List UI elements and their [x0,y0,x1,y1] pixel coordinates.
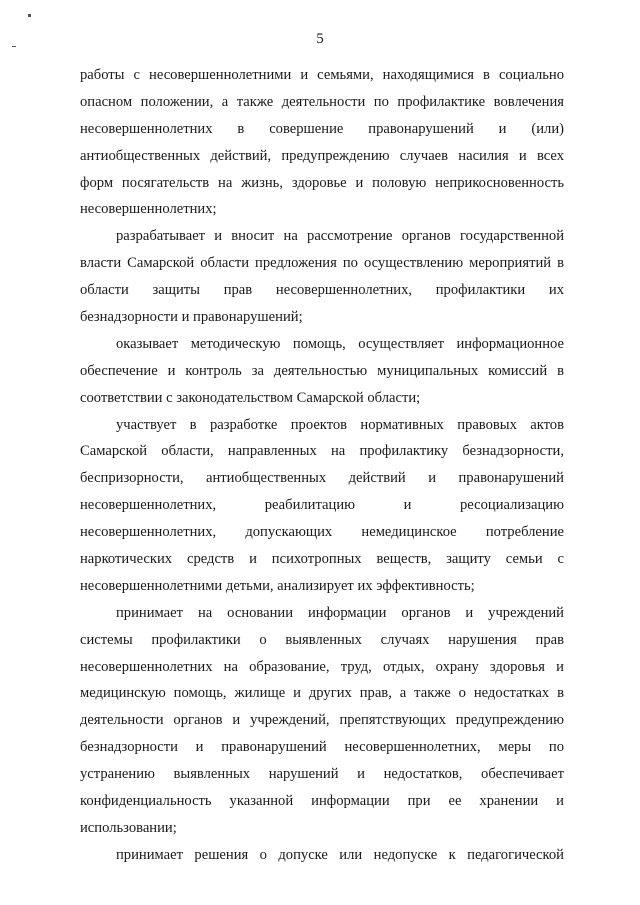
text-line: опасном положении, а также деятельности по профилактике вовлечения [80,93,564,110]
paragraph [80,842,564,869]
text-line: форм посягательств на жизнь, здоровье и половую неприкосновенность [80,174,564,191]
text-line: медицинскую помощь, жилище и других прав, а также о недостатках в [80,685,564,702]
paragraph [80,223,564,331]
text-line: использовании; [80,819,177,836]
document-body [80,62,564,869]
text-line: оказывает методическую помощь, осуществляет информационное [116,335,564,352]
text-line: конфиденциальность указанной информации при ее хранении и [80,793,564,810]
page-number: 5 [316,31,324,47]
text-line: устранению выявленных нарушений и недостатков, обеспечивает [80,766,564,783]
text-line: обеспечение и контроль за деятельностью муниципальных комиссий в [80,362,564,379]
text-line: участвует в разработке проектов нормативных правовых актов [116,416,564,433]
scan-speck [28,14,31,17]
text-line: наркотических средств и психотропных веществ, защиту семьи с [80,551,564,568]
text-line: несовершеннолетних в совершение правонарушений и (или) [80,120,564,137]
text-line: несовершеннолетних, допускающих немедицинское потребление [80,524,564,541]
text-line: принимает решения о допуске или недопуске к педагогической [116,846,564,863]
paragraph [80,331,564,412]
paragraph [80,412,564,600]
text-line: безнадзорности и правонарушений; [80,309,303,326]
text-line: области защиты прав несовершеннолетних, профилактики их [80,282,564,299]
text-line: Самарской области, направленных на профилактику безнадзорности, [80,443,564,460]
text-line: безнадзорности и правонарушений несовершеннолетних, меры по [80,739,564,756]
text-line: принимает на основании информации органов и учреждений [116,604,564,621]
text-line: соответствии с законодательством Самарской области; [80,389,421,406]
text-line: власти Самарской области предложения по осуществлению мероприятий в [80,255,564,272]
paragraph [80,62,564,223]
text-line: несовершеннолетними детьми, анализирует их эффективность; [80,577,475,594]
text-line: несовершеннолетних; [80,201,217,218]
text-line: несовершеннолетних на образование, труд, отдых, охрану здоровья и [80,658,564,675]
text-line: антиобщественных действий, предупреждению случаев насилия и всех [80,147,564,164]
text-line: разрабатывает и вносит на рассмотрение органов государственной [116,228,564,245]
text-line: системы профилактики о выявленных случаях нарушения прав [80,631,564,648]
text-line: несовершеннолетних, реабилитацию и ресоциализацию [80,497,564,514]
text-line: беспризорности, антиобщественных действий и правонарушений [80,470,564,487]
paragraph [80,600,564,842]
text-line: деятельности органов и учреждений, препятствующих предупреждению [80,712,564,729]
text-line: работы с несовершеннолетними и семьями, находящимися в социально [80,67,564,83]
